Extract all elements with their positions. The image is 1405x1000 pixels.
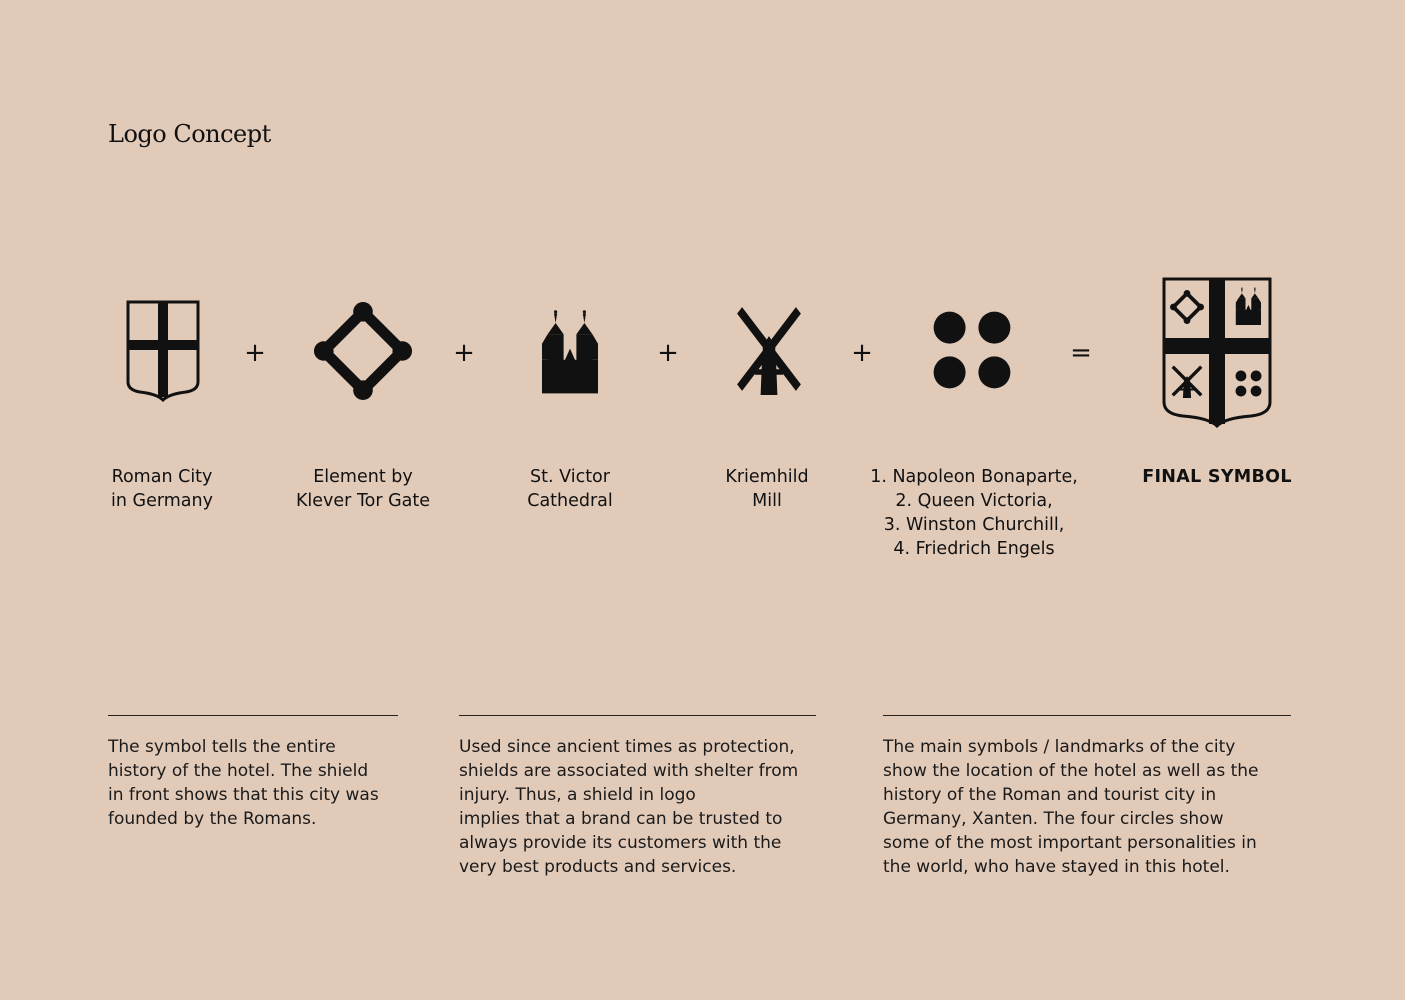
caption-final-symbol: FINAL SYMBOL (1142, 467, 1292, 487)
four-circles-icon (932, 310, 1012, 390)
caption-klever-tor-gate: Element by Klever Tor Gate (295, 467, 431, 511)
divider (108, 715, 398, 716)
equals-operator: = (1070, 338, 1092, 368)
caption-st-victor-cathedral: St. Victor Cathedral (527, 467, 613, 511)
windmill-icon (734, 303, 804, 395)
plus-operator: + (244, 338, 266, 368)
description-shield: Used since ancient times as protection, shields are associated with shelter from injury. Thus, a shield in logo implies that a brand can be trusted to always provide its customers with the very best products and services. (459, 737, 799, 877)
page-title: Logo Concept (108, 120, 271, 148)
plus-operator: + (851, 338, 873, 368)
roman-shield-icon (124, 298, 202, 402)
divider (883, 715, 1291, 716)
description-landmarks: The main symbols / landmarks of the city show the location of the hotel as well as the history of the Roman and tourist city in Germany, Xanten. The four circles show some of the most important personalities in the world, who have stayed in this hotel. (883, 737, 1259, 877)
plus-operator: + (453, 338, 475, 368)
description-history: The symbol tells the entire history of the hotel. The shield in front shows that this city was founded by the Romans. (108, 737, 379, 829)
cathedral-icon (538, 300, 602, 402)
plus-operator: + (657, 338, 679, 368)
caption-roman-city: Roman City in Germany (111, 467, 213, 511)
caption-personalities: 1. Napoleon Bonaparte, 2. Queen Victoria, 3. Winston Churchill, 4. Friedrich Engels (870, 467, 1078, 559)
divider (459, 715, 816, 716)
final-crest-icon (1161, 276, 1273, 428)
klever-tor-gate-element-icon (312, 300, 414, 402)
caption-kriemhild-mill: Kriemhild Mill (725, 467, 809, 511)
